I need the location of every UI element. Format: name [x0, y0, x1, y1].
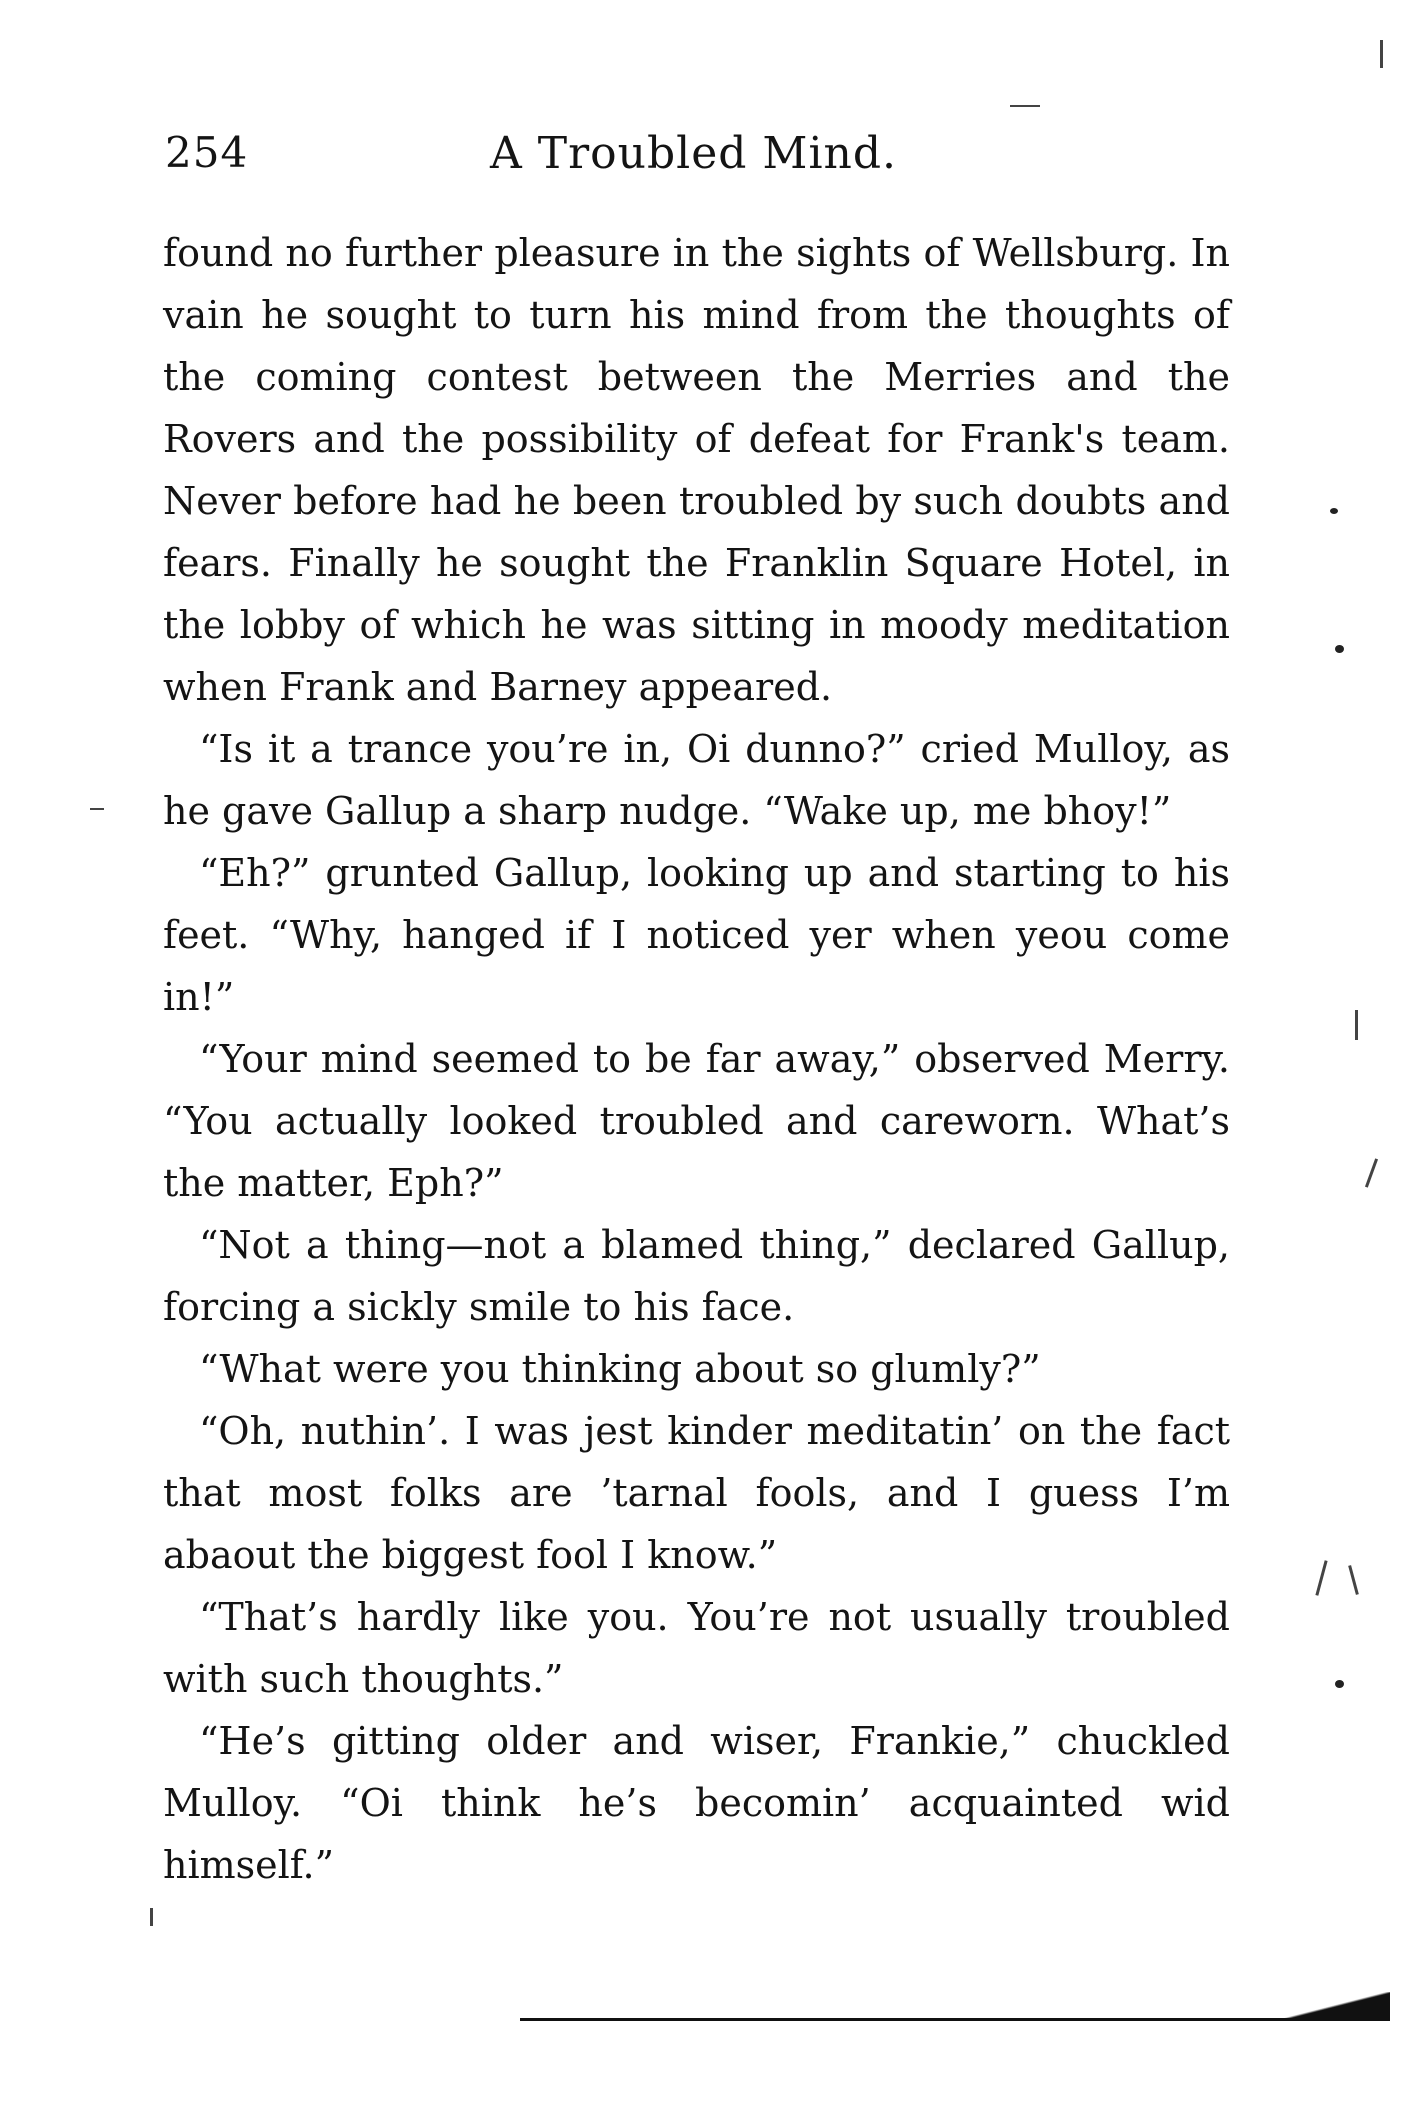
running-title: A Troubled Mind. [490, 128, 898, 179]
scan-speck [1335, 1680, 1344, 1688]
body-text [163, 222, 1230, 1896]
paragraph-7: “Oh, nuthin’. I was jest kinder meditatin’ on the fact that most folks are ’tarnal fools, and I guess I’m abaout the biggest fool I know.” [163, 1409, 1230, 1577]
paragraph-3: “Eh?” grunted Gallup, looking up and starting to his feet. “Why, hanged if I noticed yer when yeou come in!” [163, 851, 1230, 1019]
scan-speck [1355, 1010, 1358, 1040]
paragraph-9: “He’s gitting older and wiser, Frankie,” chuckled Mulloy. “Oi think he’s becomin’ acquainted wid himself.” [163, 1719, 1230, 1887]
scan-speck [90, 808, 104, 810]
paragraph-6: “What were you thinking about so glumly?” [199, 1347, 1041, 1391]
page-number: 254 [165, 128, 249, 177]
paragraph-4: “Your mind seemed to be far away,” observed Merry. “You actually looked troubled and careworn. What’s the matter, Eph?” [163, 1037, 1230, 1205]
scan-speck [1315, 1560, 1327, 1596]
scan-speck [1010, 105, 1040, 107]
paragraph-5: “Not a thing—not a blamed thing,” declared Gallup, forcing a sickly smile to his face. [163, 1223, 1230, 1329]
paragraph-8: “That’s hardly like you. You’re not usually troubled with such thoughts.” [163, 1595, 1230, 1701]
scan-speck [1335, 645, 1344, 653]
paragraph-2: “Is it a trance you’re in, Oi dunno?” cried Mulloy, as he gave Gallup a sharp nudge. “Wake up, me bhoy!” [163, 727, 1230, 833]
scan-speck [1330, 508, 1338, 514]
scan-speck [1380, 40, 1383, 68]
scan-speck [1348, 1565, 1359, 1595]
footer-rule-end [1280, 1992, 1390, 2020]
paragraph-1: found no further pleasure in the sights of Wellsburg. In vain he sought to turn his mind from the thoughts of the coming contest between the Merries and the Rovers and the possibility of defeat for Frank's team. Never before had he been troubled by such doubts and fears. Finally he sought the Franklin Square Hotel, in the lobby of which he was sitting in moody meditation when Frank and Barney appeared. [163, 231, 1230, 709]
footer-rule [520, 2018, 1390, 2021]
scan-speck [1365, 1158, 1378, 1187]
scan-speck [150, 1908, 153, 1926]
running-head [165, 128, 1235, 188]
